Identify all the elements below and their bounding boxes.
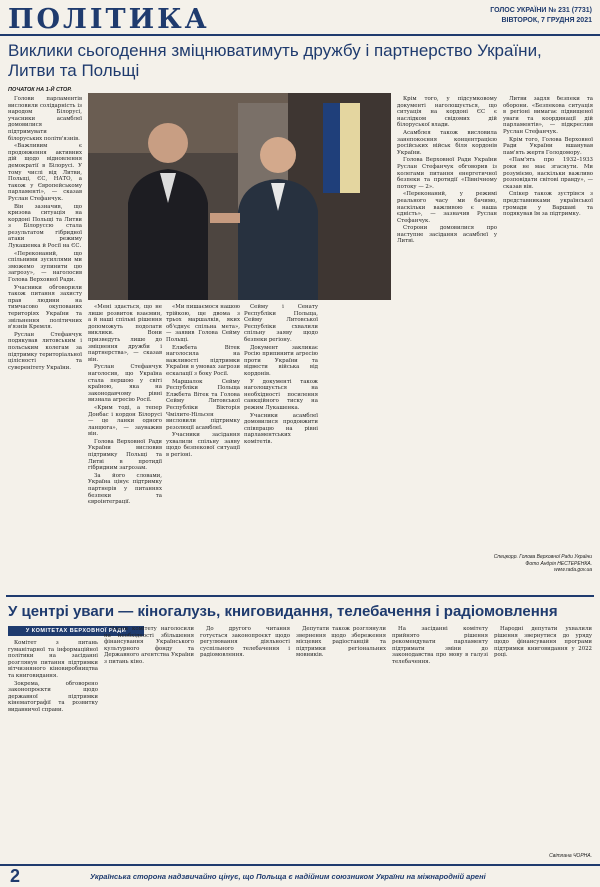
paragraph: Маршалок Сейму Республіки Польща Елжбета Вітек та Голова Сейму Литовської Республіки Вікторія Чмілите-Нільсен висловили підтримку резолюції асамблеї. <box>166 378 240 431</box>
article-column-4 <box>244 304 318 586</box>
paragraph: Він зазначив, що кризова ситуація на кордоні Польщі та Литви з Білоруссю стала результатом гібридної атаки режиму Лукашенка й Росії на ЄС. <box>8 203 82 250</box>
rubric-label: У КОМІТЕТАХ ВЕРХОВНОЇ РАДИ <box>8 626 144 636</box>
paragraph: Сторони домовилися про наступне засідання асамблеї у Литві. <box>397 225 497 245</box>
paragraph: Спікер також зустрівся з представниками української громади у Варшаві та подякував їм за підтримку. <box>503 191 593 218</box>
article2-column-1 <box>8 640 98 860</box>
paragraph: Голова Верховної Ради України Руслан Стефанчук обговорив із колегами питання енергетичної безпеки та протидії «Північному потоку — 2». <box>397 157 497 190</box>
article-column-3 <box>166 304 240 586</box>
paragraph: Голова Верховної Ради України висловив підтримку Польщі та Литві в протидії гібридним загрозам. <box>88 438 162 472</box>
credit-photographer: Фото Андрія НЕСТЕРЕНКА. <box>525 560 592 567</box>
paragraph: Учасники засідання ухвалили спільну заяву щодо безпекової ситуації в регіоні. <box>166 432 240 459</box>
credit-author: Спецкорр. Голова Верховної Ради України <box>493 554 592 560</box>
paragraph: Литви задля безпеки та оборони. «Безпекова ситуація в регіоні вимагає підвищеної уваги та координації дій парламентів», — підкреслив Руслан Стефанчук. <box>503 96 593 135</box>
article2-column-2 <box>104 626 194 860</box>
article-column-1 <box>8 96 82 586</box>
paper-issue-line: ГОЛОС УКРАЇНИ № 231 (7731) <box>490 7 592 14</box>
paragraph: Зокрема, обговорено законопроєкти щодо державної підтримки кінематографії та розвитку видавничої справи. <box>8 680 98 713</box>
article-photo <box>88 93 391 300</box>
article2-byline: Світлана ЧОРНА. <box>549 853 592 859</box>
paragraph: Документ закликає Росію припинити агресію проти України та відвести війська від кордонів. <box>244 344 318 377</box>
paper-date-line: ВІВТОРОК, 7 ГРУДНЯ 2021 <box>501 17 592 24</box>
issue-info <box>490 6 592 26</box>
article2-headline: У центрі уваги — кіногалузь, книговидання, телебачення і радіомовлення <box>8 603 558 620</box>
photo-credit <box>480 554 592 574</box>
credit-website: www.rada.gov.ua <box>554 567 592 573</box>
paragraph: Сейму і Сенату Республіки Польща, Сейму Литовської Республіки схвалили спільну заяву щодо безпеки регіону. <box>244 304 318 343</box>
paragraph: Депутати також розглянули звернення щодо збереження місцевих радіостанцій та підтримки регіональних мовників. <box>296 626 386 659</box>
article2-column-3 <box>200 626 290 860</box>
article-column-2 <box>88 304 162 586</box>
paragraph: До другого читання готується законопроєкт щодо регулювання діяльності суспільного телебачення і радіомовлення. <box>200 626 290 659</box>
article2-column-5 <box>392 626 488 860</box>
section-divider <box>6 595 594 597</box>
paragraph: «Переконаний, у режимі реального часу ми бачимо, наскільки важливою є наша єдність», — зазначив Руслан Стефанчук. <box>397 191 497 224</box>
page-number: 2 <box>10 866 21 886</box>
article2-column-6 <box>494 626 592 852</box>
article-column-5 <box>397 96 497 586</box>
paragraph: Учасники обговорили також питання захисту прав людини на тимчасово окупованих територіях України та звільнення політичних в'язнів Кремля. <box>8 284 82 331</box>
article-headline: Виклики сьогодення зміцнюватимуть дружбу і партнерство України, Литви та Польщі <box>8 41 542 80</box>
paragraph: Учасники асамблеї домовилися продовжити співпрацю на рівні парламентських комітетів. <box>244 412 318 445</box>
paragraph: У документі також наголошується на необхідності посилення санкційного тиску на режим Лукашенка. <box>244 378 318 411</box>
paragraph: Руслан Стефанчук наголосив, що Україна стала першою у світі країною, яка на законодавчому рівні визнала агресію Росії. <box>88 364 162 404</box>
paragraph: На засіданні комітету прийнято рішення рекомендувати парламенту підтримати зміни до законодавства про мову в галузі телебачення. <box>392 626 488 665</box>
article-continuation-note: ПОЧАТОК НА 1-Й СТОР. <box>8 87 72 93</box>
paragraph: «Крим тоді, а тепер Донбас і кордон Білорусі — це ланки одного ланцюга», — зауважив він. <box>88 404 162 438</box>
paragraph: За його словами, Україна цінує підтримку партнерів у питаннях безпеки та євроінтеграції. <box>88 472 162 506</box>
footer-slogan: Українська сторона надзвичайно цінує, що Польща є надійним союзником України на міжнародній арені <box>90 872 486 881</box>
paragraph: Голови парламентів висловили солідарність із народом Білорусі, учасники асамблеї домовилися підтримувати білоруських політв'язнів. <box>8 96 82 142</box>
paragraph: «Переконаний, що спільними зусиллями ми зможемо зупинити цю загрозу», — наголосив Голова Верховної Ради. <box>8 250 82 284</box>
paragraph: Елжбета Вітек наголосила на важливості підтримки України в умовах загрози ескалації з боку Росії. <box>166 344 240 377</box>
article2-column-4 <box>296 626 386 860</box>
paragraph: «Пам'ять про 1932–1933 роки не має згаснути. Ми розуміємо, наскільки важливо розповідати світові правду», — сказав він. <box>503 157 593 190</box>
paragraph: «Мені здається, що не лише розвиток взаємин, а й наші спільні рішення допоможуть подолати виклики. Вони призведуть лише до зміцнення дружби і партнерства», — сказав він. <box>88 304 162 363</box>
paragraph: «Ми пишаємося нашою трійкою, ще двома з трьох маршалків, яких об'єднує спільна мета», — заявив Голова Сейму Польщі. <box>166 304 240 343</box>
paragraph: Крім того, Голова Верховної Ради України вшанував пам'ять жертв Голодомору. <box>503 136 593 156</box>
section-title: ПОЛІТИКА <box>8 4 210 35</box>
paragraph: Народні депутати ухвалили рішення звернутися до уряду щодо фінансування програми підтримки книговидання у 2022 році. <box>494 626 592 659</box>
photo-image <box>88 93 391 300</box>
masthead <box>0 0 600 36</box>
paragraph: Члени комітету наголосили на необхідності збільшення фінансування Українського культурного фонду та Державного агентства України з питань кіно. <box>104 626 194 665</box>
page-footer <box>0 864 600 887</box>
paragraph: Комітет з питань гуманітарної та інформаційної політики на засіданні розглянув питання підтримки вітчизняного кіновиробництва та книговидання. <box>8 640 98 679</box>
paragraph: Руслан Стефанчук подякував литовським і польським колегам за підтримку територіальної цілісності та суверенітету України. <box>8 331 82 371</box>
article-column-6 <box>503 96 593 551</box>
paragraph: Крім того, у підсумковому документі наголошується, що ситуація на кордоні ЄС є наслідком свідомих дій білоруської влади. <box>397 96 497 129</box>
paragraph: Асамблея також висловила занепокоєння концентрацією російських військ біля кордонів України. <box>397 129 497 156</box>
paragraph: «Важливим є продовження активних дій щодо відновлення демократії в Білорусі. У тому числі від Литви, Польщі, ЄС, НАТО, а також у Європейському парламенті», — сказав Руслан Стефанчук. <box>8 143 82 202</box>
